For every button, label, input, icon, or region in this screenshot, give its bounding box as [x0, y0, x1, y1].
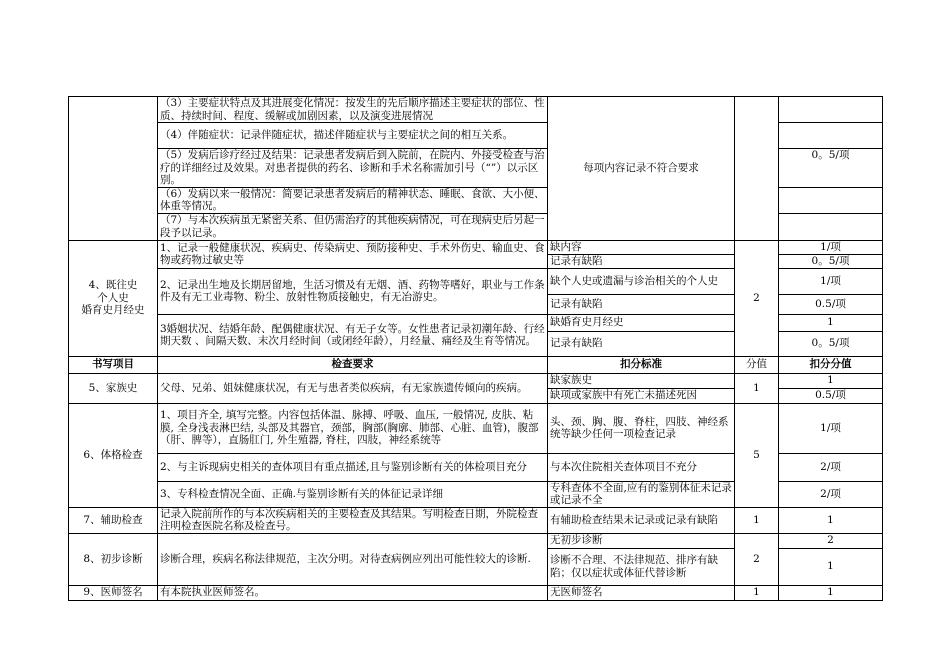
- header-score: 分值: [735, 356, 779, 373]
- diagnosis-deduction: 1: [779, 548, 883, 585]
- family-deduction: 0.5/项: [779, 388, 883, 403]
- diagnosis-label: 8、初步诊断: [69, 533, 158, 585]
- past-history-label-line: 4、既往史: [88, 279, 138, 292]
- past-history-deduction: 1/项: [779, 268, 883, 294]
- history-deduction: 0。5/项: [779, 149, 883, 188]
- history-score-cell: [735, 97, 779, 241]
- signature-standard: 无医师签名: [548, 585, 735, 600]
- evaluation-table: [68, 96, 883, 601]
- auxiliary-standard: 有辅助检查结果未记录或记录有缺陷: [548, 507, 735, 533]
- header-item: 书写项目: [69, 356, 158, 373]
- history-deduction-blank-3: [779, 187, 883, 213]
- past-history-deduction: 1: [779, 314, 883, 331]
- header-requirement: 检查要求: [158, 356, 548, 373]
- past-history-standard: 缺内容: [548, 240, 735, 254]
- past-history-standard: 记录有缺陷: [548, 254, 735, 268]
- signature-deduction: 1: [779, 585, 883, 600]
- past-history-standard: 记录有缺陷: [548, 294, 735, 314]
- physical-requirement: 2、与主诉现病史相关的查体项目有重点描述,且与鉴别诊断有关的体检项目充分: [158, 453, 548, 481]
- family-deduction: 1: [779, 373, 883, 388]
- past-history-deduction: 0。5/项: [779, 331, 883, 356]
- history-deduction-blank-2: [779, 123, 883, 149]
- auxiliary-row: [69, 507, 883, 533]
- history-label-cell: [69, 97, 158, 241]
- physical-deduction: 1/项: [779, 403, 883, 453]
- physical-standard: 头、颈、胸、腹、脊柱，四肢、神经系统等缺少任何一项检查记录: [548, 403, 735, 453]
- auxiliary-score: 1: [735, 507, 779, 533]
- family-standard: 缺家族史: [548, 373, 735, 388]
- physical-score: 5: [735, 403, 779, 507]
- diagnosis-score: 2: [735, 533, 779, 585]
- history-deduction-blank-4: [779, 213, 883, 240]
- auxiliary-requirement: 记录入院前所作的与本次疾病相关的主要检查及其结果。写明检查日期，外院检查注明检查医院名称及检查号。: [158, 507, 548, 533]
- family-label: 5、家族史: [69, 373, 158, 403]
- signature-row: [69, 585, 883, 600]
- diagnosis-standard: 无初步诊断: [548, 533, 735, 548]
- signature-score: 1: [735, 585, 779, 600]
- history-item-7: （7）与本次疾病虽无紧密关系、但仍需治疗的其他疾病情况，可在现病史后另起一段予以记录。: [158, 213, 548, 240]
- signature-requirement: 有本院执业医师签名。: [158, 585, 548, 600]
- past-history-score: 2: [735, 240, 779, 356]
- history-item-5: （5）发病后诊疗经过及结果：记录患者发病后到入院前，在院内、外接受检查与治疗的详细经过及效果。对患者提供的药名、诊断和手术名称需加引号（“”）以示区别。: [158, 149, 548, 188]
- diagnosis-standard: 诊断不合理、不法律规范、排序有缺陷；仅以症状或体征代替诊断: [548, 548, 735, 585]
- diagnosis-row: [69, 533, 883, 548]
- history-standard: 每项内容记录不符合要求: [548, 97, 735, 241]
- physical-standard: 与本次住院相关查体项目不充分: [548, 453, 735, 481]
- physical-deduction: 2/项: [779, 453, 883, 481]
- auxiliary-deduction: 1: [779, 507, 883, 533]
- physical-deduction: 2/项: [779, 481, 883, 507]
- diagnosis-deduction: 2: [779, 533, 883, 548]
- history-item-3: （3）主要症状特点及其进展变化情况：按发生的先后顺序描述主要症状的部位、性质、持续时间、程度、缓解或加剧因素，以及演变进展情况: [158, 97, 548, 123]
- history-item-6: （6）发病以来一般情况：简要记录患者发病后的精神状态、睡眠、食欲、大小便、体重等情况。: [158, 187, 548, 213]
- header-standard: 扣分标准: [548, 356, 735, 373]
- history-item-4: （4）伴随症状：记录伴随症状，描述伴随症状与主要症状之间的相互关系。: [158, 123, 548, 149]
- past-history-label-line: 婚育史月经史: [81, 304, 145, 317]
- diagnosis-requirement: 诊断合理，疾病名称法律规范，主次分明。对待查病例应列出可能性较大的诊断.: [158, 533, 548, 585]
- physical-requirement: 3、专科检查情况全面、正确.与鉴别诊断有关的体征记录详细: [158, 481, 548, 507]
- family-score: 1: [735, 373, 779, 403]
- history-row: [69, 97, 883, 123]
- physical-label: 6、体格检查: [69, 403, 158, 507]
- family-row: [69, 373, 883, 388]
- past-history-label: [69, 240, 158, 356]
- past-history-label-line: 个人史: [97, 291, 129, 304]
- past-history-standard: 缺个人史或遗漏与诊治相关的个人史: [548, 268, 735, 294]
- past-history-row: [69, 240, 883, 254]
- header-deduction: 扣分分值: [779, 356, 883, 373]
- physical-row: [69, 403, 883, 453]
- signature-label: 9、医师签名: [69, 585, 158, 600]
- past-history-item-1: 1、记录一般健康状况、疾病史、传染病史、预防接种史、手术外伤史、输血史、食物或药物过敏史等: [158, 240, 548, 268]
- auxiliary-label: 7、辅助检查: [69, 507, 158, 533]
- history-deduction-blank-1: [779, 97, 883, 123]
- physical-requirement: 1、项目齐全, 填写完整。内容包括体温、脉搏、呼吸、血压, 一般情况, 皮肤、粘膜, 全身浅表淋巴结, 头部及其器官，颈部，胸部(胸廓、肺部、心脏、血管)，腹部（肝、脾等），直肠肛门, 外生殖器, 脊柱，四肢，神经系统等: [158, 403, 548, 453]
- past-history-item-3: 3婚姻状况、结婚年龄、配偶健康状况、有无子女等。女性患者记录初潮年龄、行经期天数 、间隔天数、末次月经时间（或闭经年龄），月经量、痛经及生育等情况。: [158, 314, 548, 356]
- past-history-standard: 缺婚育史月经史: [548, 314, 735, 331]
- past-history-deduction: 1/项: [779, 240, 883, 254]
- past-history-item-2: 2、记录出生地及长期居留地，生活习惯及有无烟、酒、药物等嗜好，职业与工作条件及有无工业毒物、粉尘、放射性物质接触史，有无冶游史。: [158, 268, 548, 314]
- past-history-deduction: 0。5/项: [779, 254, 883, 268]
- family-requirement: 父母、兄弟、姐妹健康状况，有无与患者类似疾病，有无家族遗传倾向的疾病。: [158, 373, 548, 403]
- family-standard: 缺项或家族中有死亡未描述死因: [548, 388, 735, 403]
- past-history-deduction: 0.5/项: [779, 294, 883, 314]
- table-header-row: [69, 356, 883, 373]
- physical-standard: 专科查体不全面,应有的鉴别体征未记录或记录不全: [548, 481, 735, 507]
- past-history-standard: 记录有缺陷: [548, 331, 735, 356]
